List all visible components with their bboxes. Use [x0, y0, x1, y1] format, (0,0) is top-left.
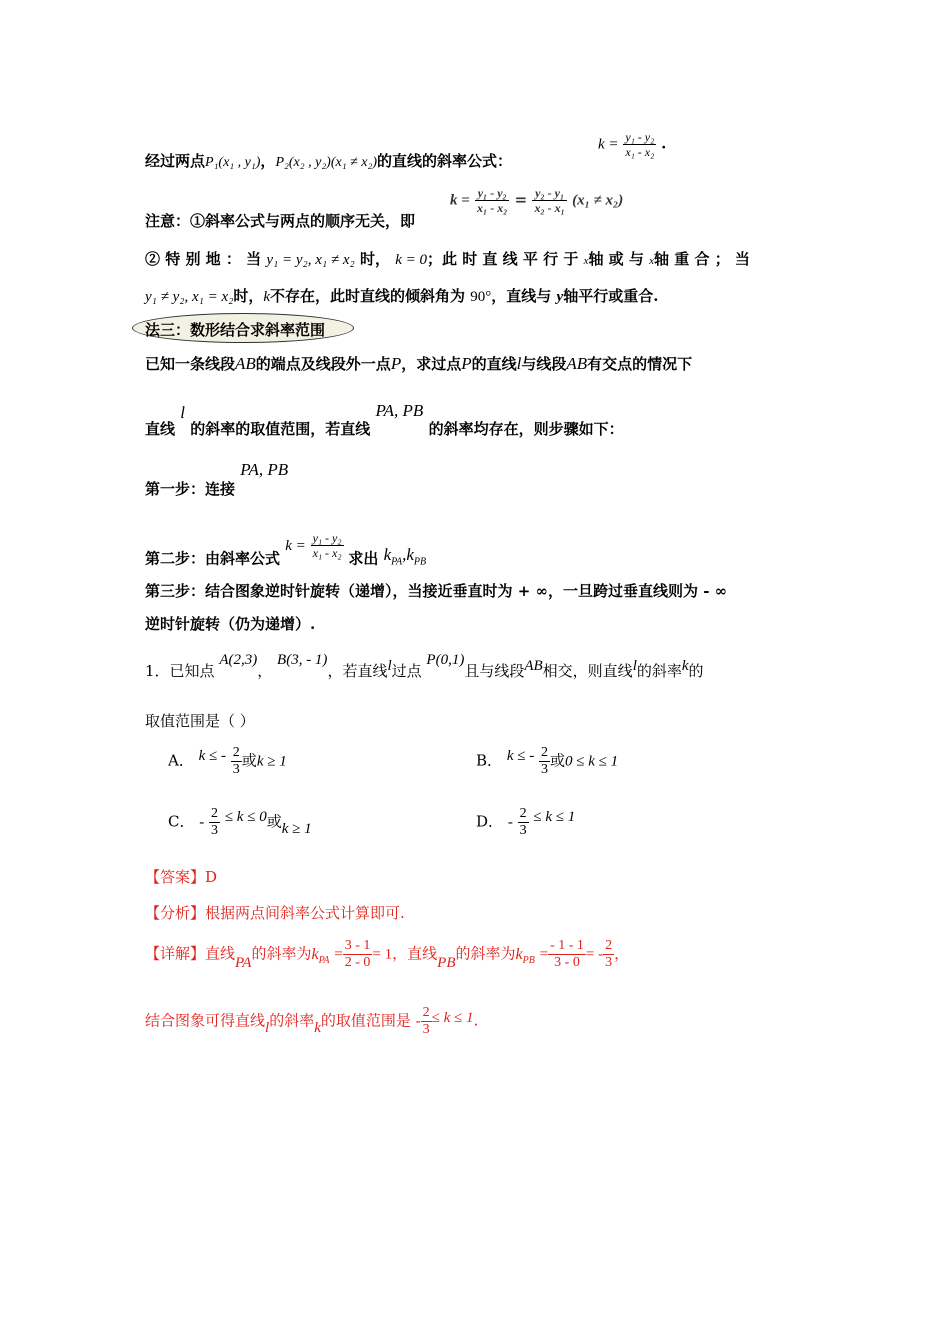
k-pb — [515, 945, 535, 966]
math: - — [507, 814, 513, 831]
k: k — [515, 945, 523, 963]
analysis — [145, 902, 405, 923]
text: 有交点的情况下 — [587, 355, 693, 373]
special-case-line-2 — [145, 285, 658, 306]
slope-formula — [285, 531, 348, 560]
numerator: 3 - 1 — [344, 938, 371, 953]
fraction — [539, 745, 550, 778]
segment-ab: AB — [235, 354, 256, 373]
fraction — [209, 806, 220, 839]
fraction — [421, 1005, 432, 1038]
text: 第一步：连接 — [145, 480, 236, 498]
y-axis: y — [556, 289, 564, 305]
fraction — [343, 938, 373, 971]
math: k ≥ 1 — [281, 820, 312, 837]
text: 注意：①斜率公式与两点的顺序无关，即 — [145, 212, 416, 230]
text: 的取值范围是 — [320, 1011, 411, 1030]
fraction — [518, 806, 529, 839]
denominator: 3 — [232, 762, 240, 777]
numerator: y₁ - y₂ — [312, 531, 342, 545]
text: 的直线的斜率公式： — [377, 152, 513, 170]
x-axis: x — [583, 255, 589, 267]
denominator: 3 — [605, 955, 613, 970]
sub-pb: PB — [522, 954, 535, 966]
text: 结合图象可得直线 — [145, 1011, 266, 1030]
point-p: P — [461, 354, 472, 373]
result: = 1 — [372, 946, 393, 963]
text: 的斜率为 — [455, 944, 516, 963]
k: k — [406, 544, 414, 564]
detail-tag: 【详解】 — [145, 944, 206, 963]
analysis-tag: 【分析】 — [145, 904, 206, 922]
question-number: 1．已知点 — [145, 662, 215, 680]
angle-90: 90° — [470, 289, 492, 305]
line-l: l — [516, 354, 522, 373]
note-line — [145, 210, 415, 231]
text: ，直线与 — [491, 287, 552, 305]
slope-formula-line — [145, 150, 512, 171]
math: k ≥ 1 — [256, 753, 287, 770]
slope-formula — [598, 130, 666, 159]
text: 轴 或 与 — [588, 250, 644, 268]
point-p2: P₂(x₂ , y₂)(x₁ ≠ x₂) — [275, 155, 378, 170]
denominator: 3 — [519, 823, 527, 838]
numerator: 2 — [211, 806, 219, 821]
intro-line-1 — [145, 353, 692, 374]
fraction-2 — [532, 186, 566, 215]
text: 逆时针旋转（仍为递增）. — [145, 615, 316, 633]
math: ≤ k ≤ 0 — [224, 808, 267, 825]
text: 的端点及线段外一点 — [255, 355, 391, 373]
fraction — [311, 531, 344, 560]
numerator: 2 — [605, 938, 613, 953]
option-label: D． — [476, 812, 504, 831]
text: 直线 — [205, 944, 236, 963]
conclusion — [145, 1005, 478, 1038]
text: ，直线 — [392, 944, 438, 963]
k-symbol: k = — [285, 537, 306, 554]
denominator: x₁ - x₂ — [477, 201, 508, 215]
text: 或 — [241, 751, 257, 770]
fraction — [623, 130, 656, 159]
option-label: A． — [168, 751, 194, 770]
answer-tag: 【答案】 — [145, 868, 206, 886]
text: 轴平行或重合. — [563, 287, 659, 305]
answer-value: D — [205, 868, 218, 886]
math: ≤ k ≤ 1 — [431, 1009, 474, 1026]
k: k — [311, 945, 319, 963]
text: 求出 — [348, 549, 379, 568]
condition: (x₁ ≠ x₂) — [572, 192, 624, 209]
k-symbol: k — [263, 289, 271, 305]
intro-line-2 — [145, 401, 624, 439]
text: 第三步：结合图象逆时针旋转（递增），当接近垂直时为 + ∞，一旦跨过垂直线则为 - ∞ — [145, 582, 728, 600]
text: 的斜率为 — [251, 944, 312, 963]
math: k ≤ - — [198, 747, 227, 764]
fraction — [603, 938, 614, 971]
option-d[interactable] — [476, 806, 575, 839]
question-line-2 — [145, 710, 255, 731]
text: 时， — [359, 250, 390, 268]
analysis-text: 根据两点间斜率公式计算即可. — [205, 904, 405, 922]
text: ② 特 别 地 ： 当 — [145, 250, 262, 268]
text: ；此 时 直 线 平 行 于 — [426, 250, 579, 268]
line-l: l — [632, 658, 637, 674]
option-a[interactable] — [168, 745, 287, 778]
step-1 — [145, 460, 289, 499]
k-pa — [311, 945, 330, 966]
equals: = — [514, 190, 528, 209]
denominator: 3 — [211, 823, 219, 838]
answer — [145, 866, 217, 887]
text: 时， — [233, 287, 264, 305]
text: 直线 — [145, 420, 176, 438]
condition: y₁ = y₂, x₁ ≠ x₂ — [266, 252, 355, 268]
condition: y₁ ≠ y₂, x₁ = x₂ — [145, 289, 234, 305]
math: - — [199, 814, 205, 831]
k-zero: k = 0 — [395, 252, 427, 268]
k-pa-pb — [383, 544, 427, 567]
sub-pa: PA — [318, 954, 330, 966]
fraction-1 — [475, 186, 509, 215]
text: 已知一条线段 — [145, 355, 236, 373]
text: ，求过点 — [401, 355, 462, 373]
comma: , — [402, 544, 407, 564]
option-b[interactable] — [476, 745, 618, 778]
line-l: l — [180, 403, 185, 422]
segment-ab: AB — [566, 354, 588, 373]
sub-pa: PA — [391, 555, 403, 567]
denominator: x₂ - x₁ — [534, 201, 565, 215]
step-2 — [145, 531, 427, 574]
k-symbol: k — [681, 658, 689, 674]
text: 不存在，此时直线的倾斜角为 — [270, 287, 466, 305]
numerator: 2 — [540, 745, 548, 760]
lines-pa-pb: PA, PB — [375, 401, 424, 420]
denominator: 3 — [422, 1022, 430, 1037]
text: 第二步：由斜率公式 — [145, 549, 281, 568]
minus: - — [415, 1013, 421, 1030]
line-l: l — [265, 1019, 270, 1036]
text: 相交，则直线 — [542, 662, 633, 680]
line-l: l — [387, 658, 392, 674]
text: 且与线段 — [464, 662, 525, 680]
step-3 — [145, 580, 727, 601]
option-c[interactable] — [168, 806, 312, 839]
text: 的 — [688, 662, 704, 680]
numerator: y₁ - y₂ — [625, 130, 655, 144]
numerator: 2 — [519, 806, 527, 821]
denominator: 3 — [540, 762, 548, 777]
text: ， — [260, 152, 276, 170]
line-pa: PA — [235, 954, 252, 971]
math: k ≤ - — [506, 747, 535, 764]
text: ， — [614, 944, 630, 963]
line-pb: PB — [437, 954, 456, 971]
fraction — [231, 745, 242, 778]
text: 或 — [549, 751, 565, 770]
method3-heading — [132, 313, 354, 343]
text: ， — [257, 662, 273, 680]
text: 或 — [266, 812, 282, 831]
point-p: P — [390, 354, 402, 373]
math: ≤ k ≤ 1 — [533, 808, 576, 825]
period: . — [473, 1011, 479, 1030]
k: k — [383, 544, 392, 564]
segment-ab: AB — [524, 658, 543, 674]
denominator: x₁ - x₂ — [312, 546, 342, 560]
text: 的斜率 — [269, 1011, 315, 1030]
x-axis: x — [649, 255, 655, 267]
lines-pa-pb: PA, PB — [240, 460, 289, 479]
k-symbol: k = — [598, 136, 619, 153]
text: 的斜率 — [636, 662, 682, 680]
detail — [145, 938, 629, 971]
text: 取值范围是（ ） — [145, 712, 255, 730]
k-symbol: k = — [450, 192, 470, 209]
option-label: C． — [168, 812, 195, 831]
text: 与线段 — [521, 355, 567, 373]
equals: = — [539, 946, 549, 963]
denominator: x₁ - x₂ — [625, 145, 655, 159]
option-label: B． — [476, 751, 503, 770]
text: 的斜率的取值范围，若直线 — [190, 420, 371, 438]
point-p: P(0,1) — [426, 652, 465, 668]
fraction — [548, 938, 586, 971]
point-b: B(3, - 1) — [277, 652, 328, 668]
k-symbol: k — [314, 1019, 321, 1036]
numerator: - 1 - 1 — [550, 938, 584, 953]
text: 的直线 — [471, 355, 517, 373]
sub-pb: PB — [413, 555, 427, 567]
numerator: 2 — [422, 1005, 430, 1020]
question-line-1 — [145, 652, 704, 681]
text: 的斜率均存在，则步骤如下： — [428, 420, 624, 438]
point-p1: P₁(x₁ , y₁) — [205, 155, 261, 170]
period: . — [661, 134, 667, 153]
numerator: 2 — [232, 745, 240, 760]
numerator: y₁ - y₂ — [475, 186, 509, 201]
equals: = — [334, 946, 343, 963]
denominator: 3 - 0 — [554, 955, 580, 970]
math: 0 ≤ k ≤ 1 — [565, 753, 619, 770]
special-case-line-1 — [145, 248, 810, 269]
text: 过点 — [391, 662, 422, 680]
point-a: A(2,3) — [219, 652, 258, 668]
text: ，若直线 — [327, 662, 388, 680]
text: 经过两点 — [145, 152, 206, 170]
step-3-cont — [145, 613, 315, 634]
denominator: 2 - 0 — [344, 955, 371, 970]
numerator: y₂ - y₁ — [532, 186, 566, 201]
text: 轴 重 合 ； 当 — [654, 250, 750, 268]
symmetric-formula — [450, 186, 623, 215]
heading-text: 法三：数形结合求斜率范围 — [145, 321, 326, 339]
result: = - — [585, 946, 604, 963]
